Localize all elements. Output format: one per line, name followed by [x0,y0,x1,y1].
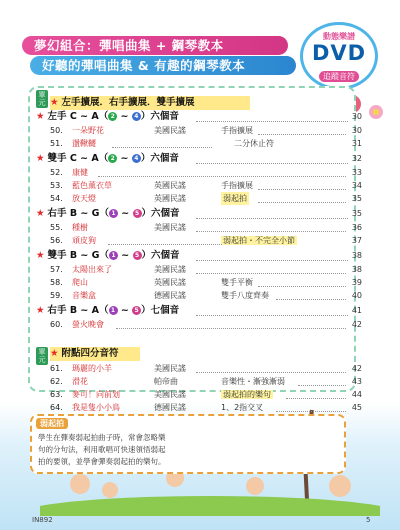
song-number: 55. [50,223,63,232]
page-footer-number: 5 [366,516,371,524]
tip-title: 弱起拍 [36,418,68,429]
section-heading[interactable]: ★ 雙手 C ~ A（ 2 ~ 4 ）六個音 32 [36,152,362,166]
song-note: 手指擴展 [221,181,253,190]
page-number: 38 [351,265,362,274]
song-origin: 美國民謠 [154,364,186,373]
song-origin: 美國民謠 [154,126,186,135]
page-number: 31 [351,139,362,148]
section-heading[interactable]: ★ 附點四分音符 [50,347,140,361]
song-number: 63. [50,390,63,399]
page-number: 38 [351,251,362,260]
song-origin: 英國民謠 [154,194,186,203]
finger-badge: 2 [108,112,117,121]
song-number: 51. [50,139,63,148]
song-origin: 帕帝曲 [154,377,178,386]
page-number: 40 [351,291,362,300]
finger-badge: 1 [109,209,118,218]
song-note: 音樂性・漸強漸弱 [221,377,285,386]
banner-line-2: 好聽的彈唱曲集 & 有趣的鋼琴教本 [30,56,296,75]
song-number: 53. [50,181,63,190]
song-number: 59. [50,291,63,300]
page-number: 45 [351,403,362,412]
unit-tag: 單元 [36,90,48,108]
page-number: 35 [351,194,362,203]
song-number: 57. [50,265,63,274]
song-title: 麥可！向前划 [72,390,120,399]
page-number: 34 [351,181,362,190]
song-title: 藍色薰衣草 [72,181,112,190]
song-number: 60. [50,320,63,329]
finger-badge: 4 [132,112,141,121]
song-note: 1、2指交叉 [221,403,264,412]
section-heading[interactable]: ★ 右手 B ~ A（ 1 ~ 5 ）七個音 41 [36,304,362,318]
finger-badge: 5 [133,209,142,218]
song-origin: 英國民謠 [154,278,186,287]
star-icon: ★ [50,97,59,108]
star-icon: ★ [36,305,45,316]
song-note: 弱起拍的樂句 [223,390,271,399]
song-title: 瑪麗的小羊 [72,364,112,373]
song-number: 61. [50,364,63,373]
star-icon: ★ [36,250,45,261]
page-number: 42 [351,364,362,373]
page-number: 32 [351,154,362,163]
finger-badge: 5 [133,251,142,260]
song-title: 放天燈 [72,194,96,203]
star-icon: ★ [50,348,59,359]
dvd-top-label: 動態樂譜 [323,32,355,41]
table-row[interactable] [36,401,362,414]
section-heading[interactable]: ★ 雙手 B ~ G（ 1 ~ 5 ）六個音 38 [36,249,362,263]
finger-badge: 1 [109,251,118,260]
unit-tag: 單元 [36,347,48,365]
tip-box [30,414,346,474]
page-number: 36 [351,223,362,232]
song-title: 爬山 [72,278,88,287]
page-number: 42 [351,320,362,329]
page-number: 44 [351,390,362,399]
song-origin: 美國民謠 [154,223,186,232]
tip-body: 學生在彈奏弱起拍曲子時，常會忽略樂 句的分句法，利用歌唱可快速領悟弱起 拍的要領，並學會彈奏弱起拍的樂句。 [38,433,166,466]
song-origin: 德國民謠 [154,403,186,412]
song-title: 太陽出來了 [72,265,112,274]
song-number: 54. [50,194,63,203]
song-origin: 德國民謠 [154,291,186,300]
song-number: 58. [50,278,63,287]
song-title: 我是隻小小鳥 [72,403,120,412]
section-heading[interactable]: ★ 左手 C ~ A（ 2 ~ 4 ）六個音 30 [36,110,362,124]
table-row[interactable] [36,318,362,331]
banner-line-1: 夢幻組合：彈唱曲集 + 鋼琴教本 [22,36,288,55]
book-code: IN892 [32,516,53,524]
song-title: 螢火晚會 [72,320,104,329]
song-title: 盪鞦韆 [72,139,96,148]
song-note: 手指擴展 [221,126,253,135]
page-number: 43 [351,377,362,386]
song-title: 種樹 [72,223,88,232]
song-number: 56. [50,236,63,245]
song-title: 一朵野花 [72,126,104,135]
page-number: 35 [351,209,362,218]
song-note: 弱起拍 [223,194,247,203]
star-icon: ★ [36,153,45,164]
finger-badge: 4 [132,154,141,163]
song-note: 二分休止符 [234,139,274,148]
star-icon: ★ [36,111,45,122]
song-origin: 美國民謠 [154,265,186,274]
dvd-label: DVD [311,41,367,65]
song-origin: 英國民謠 [154,181,186,190]
page-number: 30 [351,112,362,121]
song-title: 音樂盒 [72,291,96,300]
song-origin: 美國民謠 [154,390,186,399]
dvd-sub-label: 追蹤音符 [319,71,359,82]
song-number: 62. [50,377,63,386]
page-number: 30 [351,126,362,135]
song-title: 頑皮狗 [72,236,96,245]
section-heading[interactable]: ★ 右手 B ~ G（ 1 ~ 5 ）六個音 35 [36,207,362,221]
page-number: 41 [351,306,362,315]
star-icon: ★ [36,208,45,219]
finger-badge: 1 [109,306,118,315]
song-number: 52. [50,168,63,177]
song-note: 雙手八度齊奏 [221,291,269,300]
song-title: 康健 [72,168,88,177]
page-number: 37 [351,236,362,245]
finger-badge: 5 [132,306,141,315]
song-number: 64. [50,403,63,412]
finger-badge: 2 [108,154,117,163]
song-number: 50. [50,126,63,135]
dvd-badge [300,22,378,90]
page-number: 39 [351,278,362,287]
song-title: 滑花 [72,377,88,386]
song-note: 雙手平衡 [221,278,253,287]
section-heading[interactable]: ★ 左手擴展．右手擴展．雙手擴展 [50,96,250,110]
song-note: 弱起拍・不完全小節 [223,236,295,245]
page-number: 33 [351,168,362,177]
